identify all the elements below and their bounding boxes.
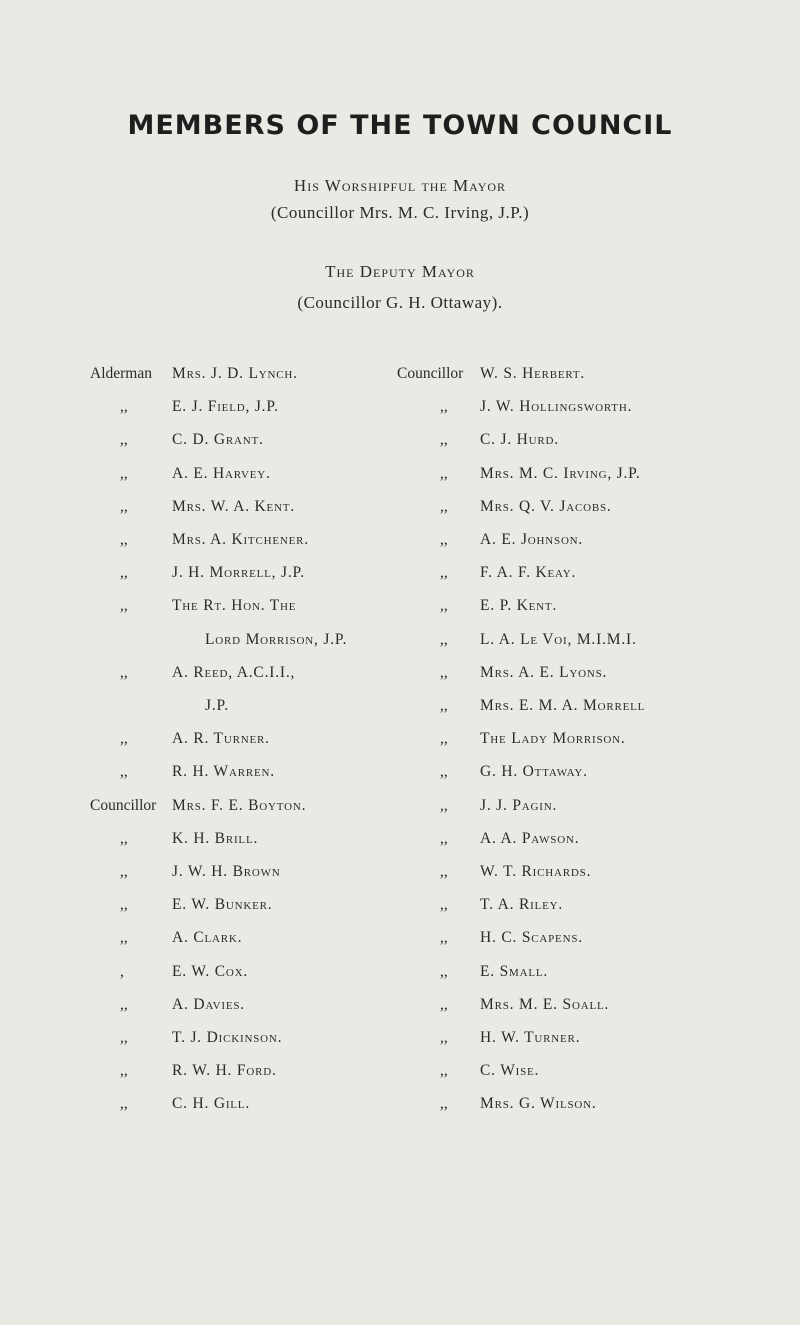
right-member-name: W. T. Richards. [480,863,592,880]
left-row-label: ,, [120,896,128,914]
right-row-label: ,, [440,995,448,1013]
mayor-name: (Councillor Mrs. M. C. Irving, J.P.) [270,203,530,222]
right-row-label: ,, [440,829,448,847]
right-row-label: ,, [440,863,448,880]
right-member-name: Mrs. Q. V. Jacobs. [480,497,612,515]
right-row-label: ,, [440,1095,448,1113]
right-member-name: C. Wise. [480,1062,540,1080]
right-row-label: ,, [440,1029,448,1046]
right-row-label: ,, [440,398,448,416]
right-member-name: Mrs. G. Wilson. [480,1095,597,1113]
right-member-name: Mrs. E. M. A. Morrell [480,697,646,714]
right-member-name: J. J. Pagin. [480,796,558,814]
right-row-label: ,, [440,663,448,681]
left-row-label: , [120,962,124,980]
left-row-label: ,, [120,1062,128,1080]
mayor-title: His Worshipful the Mayor [293,176,507,195]
right-row-label: ,, [440,929,448,947]
left-row-label: ,, [120,863,128,880]
right-row-label: ,, [440,730,448,748]
left-row-label: ,, [120,464,128,482]
left-member-name: A. Reed, A.C.I.I., [172,663,296,681]
right-row-label: ,, [440,763,448,781]
deputy-mayor-title: The Deputy Mayor [325,262,475,281]
left-member-name: K. H. Brill. [172,829,259,847]
left-member-name: J.P. [205,697,229,714]
left-member-name: Mrs. F. E. Boyton. [172,796,307,814]
left-member-name: C. D. Grant. [172,431,264,449]
left-member-name: A. Davies. [172,995,245,1013]
right-row-label: ,, [440,697,448,714]
left-row-label: ,, [120,531,128,548]
left-row-label: ,, [120,1095,128,1113]
left-row-label: Alderman [90,365,152,382]
page-title: MEMBERS OF THE TOWN COUNCIL [127,110,673,141]
right-row-label: ,, [440,796,448,814]
left-row-label: ,, [120,929,128,947]
right-member-name: C. J. Hurd. [480,431,559,449]
left-member-name: T. J. Dickinson. [172,1029,283,1046]
left-member-name: R. H. Warren. [172,763,275,781]
right-member-name: G. H. Ottaway. [480,763,588,781]
right-row-label: ,, [440,531,448,548]
right-row-label: ,, [440,564,448,582]
right-row-label: ,, [440,630,448,648]
right-member-name: A. A. Pawson. [480,829,580,847]
left-row-label: ,, [120,1029,128,1046]
right-row-label: ,, [440,464,448,482]
left-member-name: A. R. Turner. [172,730,270,748]
right-member-name: Mrs. A. E. Lyons. [480,663,608,681]
right-member-name: J. W. Hollingsworth. [480,398,633,416]
right-member-name: T. A. Riley. [480,896,564,914]
right-member-name: Mrs. M. E. Soall. [480,995,610,1013]
left-member-name: Mrs. J. D. Lynch. [172,365,298,382]
left-row-label: ,, [120,829,128,847]
right-row-label: ,, [440,962,448,980]
right-member-name: A. E. Johnson. [480,531,584,548]
left-row-label: ,, [120,398,128,416]
right-row-label: Councillor [397,365,464,382]
left-row-label: ,, [120,564,128,582]
left-row-label: ,, [120,663,128,681]
left-member-name: E. W. Cox. [172,962,248,980]
right-member-name: E. P. Kent. [480,597,558,615]
left-member-name: Mrs. W. A. Kent. [172,497,296,515]
right-row-label: ,, [440,896,448,914]
right-row-label: ,, [440,1062,448,1080]
left-member-name: A. Clark. [172,929,243,947]
left-row-label: ,, [120,597,128,615]
left-row-label: ,, [120,995,128,1013]
right-member-name: F. A. F. Keay. [480,564,577,582]
left-row-label: ,, [120,431,128,449]
right-member-name: The Lady Morrison. [480,730,626,748]
right-member-name: E. Small. [480,962,549,980]
left-member-name: R. W. H. Ford. [172,1062,277,1080]
left-member-name: Lord Morrison, J.P. [205,630,348,648]
right-row-label: ,, [440,497,448,515]
right-row-label: ,, [440,597,448,615]
left-member-name: C. H. Gill. [172,1095,251,1113]
left-member-name: E. W. Bunker. [172,896,273,914]
right-member-name: W. S. Herbert. [480,365,586,382]
right-row-label: ,, [440,431,448,449]
right-member-name: L. A. Le Voi, M.I.M.I. [480,630,637,648]
left-row-label: ,, [120,497,128,515]
left-member-name: A. E. Harvey. [172,464,271,482]
left-member-name: J. W. H. Brown [172,863,281,880]
right-member-name: H. W. Turner. [480,1029,581,1046]
left-row-label: Councillor [90,796,157,814]
left-row-label: ,, [120,763,128,781]
left-member-name: E. J. Field, J.P. [172,398,279,416]
right-member-name: H. C. Scapens. [480,929,583,947]
deputy-mayor-name: (Councillor G. H. Ottaway). [297,293,503,312]
left-member-name: J. H. Morrell, J.P. [172,564,305,582]
right-member-name: Mrs. M. C. Irving, J.P. [480,464,641,482]
left-member-name: Mrs. A. Kitchener. [172,531,309,548]
left-row-label: ,, [120,730,128,748]
left-member-name: The Rt. Hon. The [172,597,297,615]
